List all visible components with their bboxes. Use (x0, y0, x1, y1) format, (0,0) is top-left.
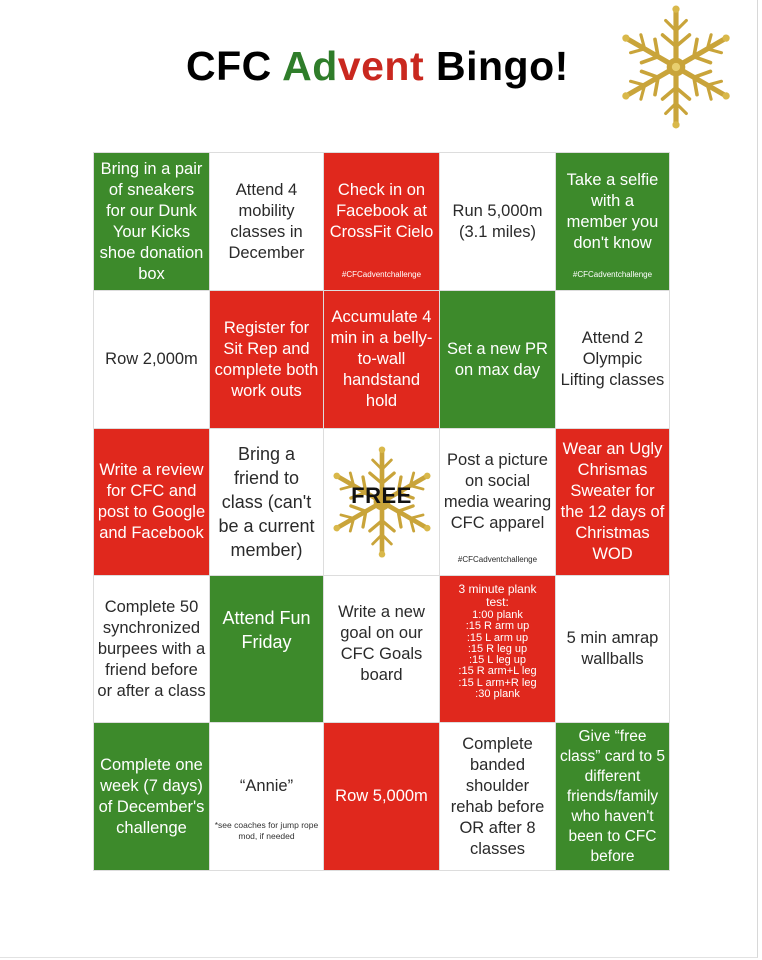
cell-text: Take a selfie with a member you don't know (566, 170, 659, 252)
bingo-cell (556, 153, 670, 291)
cell-text: Bring a friend to class (can't be a current member) (218, 444, 315, 560)
cell-text: Attend 2 Olympic Lifting classes (560, 329, 665, 389)
cell-text: Accumulate 4 min in a belly-to-wall handstand hold (330, 308, 433, 410)
title-advent-red: vent (337, 43, 425, 89)
bingo-cell (556, 429, 670, 576)
snowflake-icon (614, 0, 738, 134)
free-label: FREE (351, 482, 412, 508)
cell-text: Wear an Ugly Chrismas Sweater for the 12 days of Christmas WOD (560, 440, 665, 563)
plank-heading: 3 minute plank test: (458, 582, 537, 609)
title-bingo: Bingo! (424, 43, 569, 89)
cell-text: Write a review for CFC and post to Google and Facebook (97, 461, 206, 542)
cell-text: Bring in a pair of sneakers for our Dunk Your Kicks shoe donation box (99, 159, 204, 283)
bingo-cell (210, 723, 324, 871)
bingo-cell (324, 153, 440, 291)
bingo-cell (324, 723, 440, 871)
bingo-cell (210, 291, 324, 429)
bingo-cell (210, 429, 324, 576)
bingo-cell (556, 723, 670, 871)
bingo-cell (324, 576, 440, 723)
cell-text: Write a new goal on our CFC Goals board (338, 603, 425, 684)
bingo-cell (94, 153, 210, 291)
plank-step: :30 plank (475, 688, 520, 701)
plank-step: :15 R arm+L leg (458, 665, 537, 678)
cell-text: Give “free class” card to 5 different friends/family who haven't been to CFC before (559, 727, 666, 865)
plank-step: :15 L arm up (466, 631, 529, 644)
bingo-cell (94, 429, 210, 576)
cell-text: Row 2,000m (105, 350, 198, 368)
bingo-cell (210, 153, 324, 291)
cell-text: Complete 50 synchronized burpees with a friend before or after a class (97, 597, 206, 700)
page-title (186, 43, 569, 89)
hashtag: #CFCadventchallenge (572, 270, 653, 279)
bingo-cell (440, 723, 556, 871)
bingo-cell (556, 291, 670, 429)
bingo-cell (440, 153, 556, 291)
cell-text: Attend Fun Friday (222, 608, 311, 652)
cell-text: 5 min amrap wallballs (566, 629, 659, 668)
plank-step: 1:00 plank (472, 609, 523, 621)
bingo-cell (440, 576, 556, 723)
plank-step: :15 L leg up (468, 654, 527, 667)
cell-text: Row 5,000m (335, 787, 428, 805)
plank-step: :15 R leg up (467, 642, 528, 655)
bingo-cell (210, 576, 324, 723)
cell-text: Attend 4 mobility classes in December (228, 180, 305, 262)
bingo-cell (94, 576, 210, 723)
bingo-cell (94, 291, 210, 429)
bingo-cell (556, 576, 670, 723)
free-space-cell (324, 429, 440, 576)
plank-step: :15 R arm up (465, 620, 530, 633)
bingo-cell (324, 291, 440, 429)
plank-step: :15 L arm+R leg (458, 676, 537, 689)
hashtag: #CFCadventchallenge (341, 270, 422, 279)
bingo-grid (93, 152, 670, 871)
jump-rope-note: *see coaches for jump rope mod, if needed (214, 820, 319, 841)
cell-text: Post a picture on social media wearing CFC apparel (443, 451, 552, 532)
cell-text: Complete one week (7 days) of December's challenge (98, 755, 205, 837)
bingo-cell (94, 723, 210, 871)
cell-text: Register for Sit Rep and complete both work outs (214, 318, 319, 400)
hashtag: #CFCadventchallenge (457, 555, 538, 564)
bingo-cell (440, 291, 556, 429)
title-advent-green: Ad (282, 43, 338, 89)
cell-text: “Annie” (239, 777, 294, 795)
cell-text: Check in on Facebook at CrossFit Cielo (329, 181, 434, 241)
cell-text: Set a new PR on max day (447, 339, 548, 379)
cell-text: Run 5,000m (3.1 miles) (452, 201, 543, 241)
cell-text: Complete banded shoulder rehab before OR after 8 classes (450, 734, 545, 858)
bingo-cell (440, 429, 556, 576)
title-cfc: CFC (186, 43, 283, 89)
